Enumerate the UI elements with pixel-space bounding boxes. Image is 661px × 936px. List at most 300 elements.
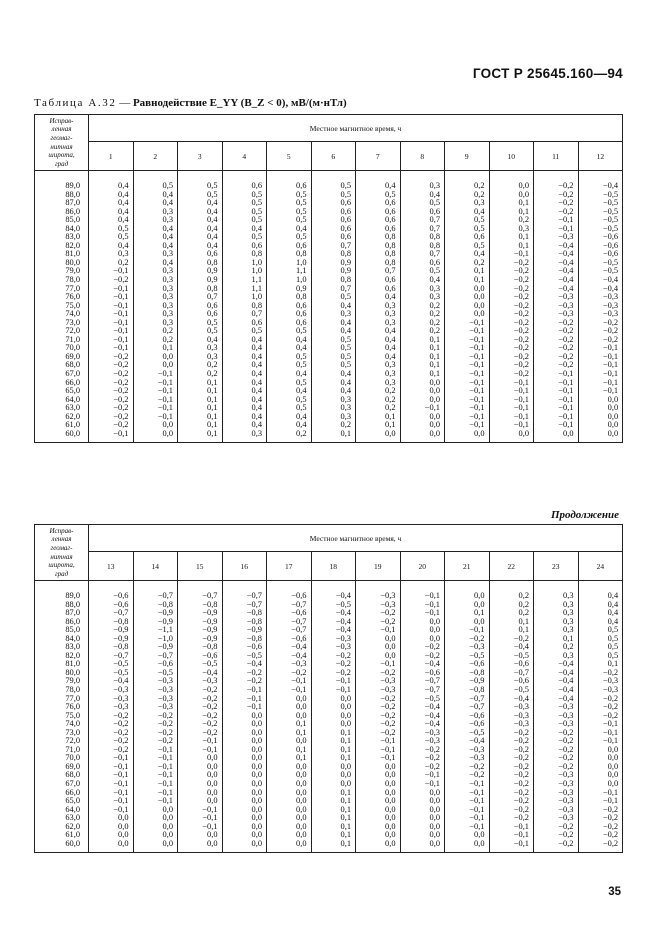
latitude-cell: 86,0 — [35, 208, 89, 217]
value-cell: −0,2 — [489, 729, 534, 738]
value-cell: −0,9 — [133, 609, 178, 618]
latitude-cell: 80,0 — [35, 669, 89, 678]
value-cell: −0,2 — [534, 199, 579, 208]
value-cell: −0,1 — [578, 789, 623, 798]
value-cell: −0,2 — [445, 763, 490, 772]
value-cell: 0,0 — [578, 771, 623, 780]
hour-header-13: 13 — [89, 552, 134, 581]
value-cell: 0,2 — [89, 259, 134, 268]
value-cell: −0,4 — [578, 276, 623, 285]
value-cell: −0,2 — [534, 208, 579, 217]
value-cell: −0,3 — [89, 695, 134, 704]
value-cell: −0,3 — [133, 695, 178, 704]
value-cell: −0,2 — [534, 831, 579, 840]
value-cell: −0,1 — [222, 695, 267, 704]
value-cell: 0,4 — [356, 344, 401, 353]
value-cell: −0,8 — [445, 669, 490, 678]
latitude-cell: 82,0 — [35, 652, 89, 661]
value-cell: 0,4 — [222, 396, 267, 405]
value-cell: −0,3 — [356, 686, 401, 695]
value-cell: 0,8 — [356, 250, 401, 259]
value-cell: −0,2 — [356, 703, 401, 712]
value-cell: −0,1 — [578, 729, 623, 738]
value-cell: 0,4 — [89, 216, 134, 225]
value-cell: 0,0 — [222, 737, 267, 746]
value-cell: 0,4 — [311, 370, 356, 379]
value-cell: 0,1 — [311, 806, 356, 815]
value-cell: 0,5 — [267, 361, 312, 370]
hour-header-8: 8 — [400, 142, 445, 171]
value-cell: −0,1 — [578, 353, 623, 362]
value-cell: −0,3 — [534, 814, 579, 823]
latitude-cell: 79,0 — [35, 267, 89, 276]
value-cell: 0,2 — [311, 421, 356, 430]
value-cell: −0,2 — [578, 712, 623, 721]
table-title-text: Равнодействие E_YY (B_Z < 0), мВ/(м·нТл) — [132, 97, 347, 109]
value-cell: −0,5 — [578, 208, 623, 217]
value-cell: 0,2 — [445, 191, 490, 200]
value-cell: 0,6 — [311, 199, 356, 208]
value-cell: 0,2 — [133, 336, 178, 345]
value-cell: −0,1 — [178, 737, 223, 746]
value-cell: 0,0 — [267, 695, 312, 704]
latitude-cell: 72,0 — [35, 327, 89, 336]
value-cell: −0,4 — [311, 581, 356, 601]
value-cell: −0,6 — [267, 635, 312, 644]
value-cell: 0,0 — [178, 754, 223, 763]
hour-header-5: 5 — [267, 142, 312, 171]
value-cell: −0,3 — [89, 703, 134, 712]
latitude-cell: 83,0 — [35, 643, 89, 652]
value-cell: −0,2 — [89, 421, 134, 430]
value-cell: −0,2 — [311, 660, 356, 669]
value-cell: −0,5 — [400, 695, 445, 704]
value-cell: 1,1 — [222, 276, 267, 285]
value-cell: −0,3 — [534, 780, 579, 789]
value-cell: 0,0 — [445, 840, 490, 853]
value-cell: 0,7 — [222, 310, 267, 319]
hour-header-19: 19 — [356, 552, 401, 581]
value-cell: 0,4 — [356, 336, 401, 345]
value-cell: 0,3 — [133, 319, 178, 328]
value-cell: −0,6 — [400, 669, 445, 678]
latitude-cell: 88,0 — [35, 191, 89, 200]
value-cell: 0,0 — [578, 754, 623, 763]
value-cell: 0,0 — [356, 635, 401, 644]
value-cell: −0,4 — [534, 695, 579, 704]
value-cell: 0,3 — [222, 430, 267, 443]
value-cell: −0,1 — [400, 609, 445, 618]
value-cell: 0,4 — [356, 171, 401, 191]
value-cell: −0,4 — [534, 250, 579, 259]
value-cell: −0,1 — [489, 421, 534, 430]
value-cell: −1,1 — [133, 626, 178, 635]
value-cell: 0,1 — [489, 242, 534, 251]
value-cell: −0,4 — [267, 652, 312, 661]
value-cell: −0,5 — [578, 259, 623, 268]
value-cell: −0,3 — [489, 703, 534, 712]
latitude-cell: 89,0 — [35, 171, 89, 191]
latitude-cell: 80,0 — [35, 259, 89, 268]
value-cell: −0,4 — [267, 643, 312, 652]
latitude-cell: 66,0 — [35, 789, 89, 798]
value-cell: 0,3 — [356, 361, 401, 370]
value-cell: 0,0 — [267, 806, 312, 815]
value-cell: 0,0 — [356, 643, 401, 652]
value-cell: −0,2 — [489, 336, 534, 345]
table-title-dash: — — [119, 97, 131, 109]
value-cell: 0,4 — [133, 191, 178, 200]
value-cell: −0,2 — [489, 797, 534, 806]
value-cell: −0,4 — [400, 703, 445, 712]
value-cell: 0,8 — [178, 259, 223, 268]
value-cell: −0,3 — [534, 712, 579, 721]
value-cell: −0,7 — [178, 581, 223, 601]
value-cell: 1,0 — [267, 276, 312, 285]
value-cell: −0,2 — [489, 310, 534, 319]
value-cell: 0,0 — [222, 823, 267, 832]
value-cell: 0,4 — [178, 233, 223, 242]
value-cell: −0,1 — [489, 413, 534, 422]
value-cell: −0,2 — [89, 396, 134, 405]
value-cell: −0,1 — [89, 754, 134, 763]
value-cell: −0,1 — [311, 686, 356, 695]
value-cell: 0,5 — [445, 225, 490, 234]
value-cell: 0,6 — [400, 208, 445, 217]
value-cell: 0,4 — [222, 344, 267, 353]
value-cell: −0,3 — [534, 293, 579, 302]
value-cell: −0,2 — [400, 652, 445, 661]
value-cell: −0,2 — [489, 746, 534, 755]
hour-header-6: 6 — [311, 142, 356, 171]
value-cell: −0,1 — [489, 840, 534, 853]
value-cell: −0,1 — [578, 379, 623, 388]
value-cell: 0,3 — [133, 267, 178, 276]
value-cell: 0,0 — [222, 831, 267, 840]
value-cell: 0,0 — [445, 581, 490, 601]
value-cell: −0,1 — [534, 404, 579, 413]
value-cell: −0,2 — [489, 259, 534, 268]
value-cell: −0,2 — [356, 609, 401, 618]
value-cell: −0,9 — [178, 626, 223, 635]
value-cell: −0,3 — [534, 310, 579, 319]
value-cell: 0,3 — [133, 302, 178, 311]
value-cell: 0,1 — [311, 797, 356, 806]
value-cell: 0,4 — [89, 191, 134, 200]
hour-header-11: 11 — [534, 142, 579, 171]
value-cell: −0,9 — [222, 626, 267, 635]
latitude-cell: 63,0 — [35, 814, 89, 823]
value-cell: 0,1 — [534, 635, 579, 644]
value-cell: 0,0 — [356, 652, 401, 661]
value-cell: −0,1 — [133, 404, 178, 413]
value-cell: −0,1 — [578, 361, 623, 370]
value-cell: 0,0 — [267, 712, 312, 721]
value-cell: 0,0 — [445, 618, 490, 627]
value-cell: 0,5 — [222, 208, 267, 217]
value-cell: −0,1 — [178, 806, 223, 815]
value-cell: 0,0 — [445, 285, 490, 294]
value-cell: −0,1 — [133, 754, 178, 763]
value-cell: 0,0 — [356, 831, 401, 840]
table-label: Таблица А.32 — [34, 97, 117, 109]
value-cell: 0,9 — [178, 276, 223, 285]
value-cell: −0,1 — [445, 396, 490, 405]
value-cell: −0,1 — [356, 746, 401, 755]
value-cell: −0,2 — [489, 344, 534, 353]
value-cell: −0,2 — [578, 823, 623, 832]
value-cell: 0,0 — [89, 814, 134, 823]
latitude-cell: 60,0 — [35, 840, 89, 853]
value-cell: 0,0 — [311, 720, 356, 729]
value-cell: 0,1 — [578, 660, 623, 669]
value-cell: −0,6 — [89, 581, 134, 601]
value-cell: 0,1 — [356, 421, 401, 430]
value-cell: 0,1 — [311, 814, 356, 823]
value-cell: −0,1 — [356, 626, 401, 635]
latitude-cell: 65,0 — [35, 797, 89, 806]
value-cell: 0,4 — [267, 413, 312, 422]
value-cell: −0,6 — [267, 609, 312, 618]
value-cell: −0,2 — [89, 276, 134, 285]
value-cell: −0,8 — [89, 643, 134, 652]
value-cell: −0,3 — [400, 737, 445, 746]
value-cell: −0,2 — [534, 171, 579, 191]
value-cell: −0,2 — [578, 695, 623, 704]
value-cell: 0,0 — [267, 703, 312, 712]
value-cell: 0,9 — [311, 267, 356, 276]
latitude-cell: 83,0 — [35, 233, 89, 242]
value-cell: 0,0 — [267, 797, 312, 806]
latitude-cell: 64,0 — [35, 396, 89, 405]
value-cell: −0,6 — [133, 660, 178, 669]
value-cell: 0,4 — [222, 387, 267, 396]
value-cell: −0,1 — [89, 267, 134, 276]
value-cell: −0,1 — [489, 387, 534, 396]
hour-header-23: 23 — [534, 552, 579, 581]
value-cell: −0,6 — [578, 250, 623, 259]
value-cell: 0,5 — [400, 267, 445, 276]
value-cell: −0,7 — [400, 686, 445, 695]
value-cell: 0,4 — [578, 601, 623, 610]
value-cell: −0,2 — [356, 712, 401, 721]
value-cell: −0,6 — [222, 643, 267, 652]
value-cell: 0,1 — [400, 336, 445, 345]
value-cell: 0,7 — [178, 293, 223, 302]
hour-header-9: 9 — [445, 142, 490, 171]
value-cell: 0,4 — [311, 319, 356, 328]
value-cell: −0,9 — [133, 643, 178, 652]
value-cell: 0,0 — [356, 430, 401, 443]
value-cell: 0,7 — [400, 216, 445, 225]
value-cell: 0,4 — [311, 327, 356, 336]
value-cell: −0,4 — [489, 695, 534, 704]
hour-header-15: 15 — [178, 552, 223, 581]
value-cell: 0,4 — [222, 379, 267, 388]
value-cell: 0,0 — [267, 789, 312, 798]
value-cell: 0,4 — [89, 208, 134, 217]
value-cell: 0,0 — [400, 396, 445, 405]
value-cell: 0,6 — [222, 171, 267, 191]
value-cell: 0,0 — [133, 353, 178, 362]
value-cell: −0,2 — [89, 720, 134, 729]
table-row — [35, 171, 623, 191]
value-cell: 0,0 — [267, 763, 312, 772]
value-cell: −0,1 — [445, 421, 490, 430]
value-cell: 0,0 — [489, 430, 534, 443]
value-cell: 0,5 — [267, 199, 312, 208]
value-cell: −0,1 — [445, 823, 490, 832]
value-cell: 0,1 — [356, 413, 401, 422]
value-cell: −0,3 — [578, 310, 623, 319]
latitude-cell: 71,0 — [35, 336, 89, 345]
value-cell: 0,0 — [400, 379, 445, 388]
value-cell: 0,0 — [133, 814, 178, 823]
value-cell: 0,4 — [222, 421, 267, 430]
value-cell: −0,7 — [133, 581, 178, 601]
value-cell: 0,8 — [267, 293, 312, 302]
value-cell: 0,4 — [267, 336, 312, 345]
value-cell: −0,1 — [400, 404, 445, 413]
value-cell: −0,1 — [133, 746, 178, 755]
latitude-cell: 87,0 — [35, 199, 89, 208]
value-cell: −0,2 — [534, 763, 579, 772]
value-cell: 0,0 — [445, 310, 490, 319]
value-cell: 0,0 — [178, 797, 223, 806]
value-cell: 0,3 — [400, 285, 445, 294]
value-cell: −0,1 — [534, 413, 579, 422]
hour-header-14: 14 — [133, 552, 178, 581]
value-cell: 0,5 — [222, 191, 267, 200]
value-cell: 0,8 — [356, 259, 401, 268]
value-cell: −0,4 — [311, 609, 356, 618]
value-cell: 0,6 — [311, 208, 356, 217]
value-cell: −0,2 — [89, 413, 134, 422]
value-cell: 0,1 — [178, 379, 223, 388]
value-cell: −0,2 — [178, 720, 223, 729]
value-cell: −0,7 — [89, 609, 134, 618]
value-cell: −0,8 — [89, 618, 134, 627]
value-cell: −0,2 — [534, 327, 579, 336]
value-cell: 0,9 — [267, 285, 312, 294]
hour-header-2: 2 — [133, 142, 178, 171]
value-cell: 0,0 — [400, 626, 445, 635]
value-cell: −0,2 — [489, 353, 534, 362]
value-cell: 0,0 — [400, 618, 445, 627]
value-cell: −0,1 — [445, 327, 490, 336]
value-cell: −0,1 — [89, 344, 134, 353]
value-cell: −0,2 — [133, 729, 178, 738]
value-cell: 0,3 — [534, 609, 579, 618]
value-cell: 0,0 — [400, 814, 445, 823]
value-cell: −0,2 — [578, 806, 623, 815]
value-cell: 0,4 — [267, 344, 312, 353]
value-cell: −0,3 — [356, 581, 401, 601]
latitude-cell: 65,0 — [35, 387, 89, 396]
value-cell: −0,3 — [534, 703, 579, 712]
value-cell: −0,4 — [578, 285, 623, 294]
value-cell: −0,7 — [445, 695, 490, 704]
value-cell: −0,2 — [400, 763, 445, 772]
value-cell: 0,3 — [356, 379, 401, 388]
value-cell: 0,4 — [89, 171, 134, 191]
value-cell: −0,4 — [534, 669, 579, 678]
hour-header-4: 4 — [222, 142, 267, 171]
value-cell: 0,2 — [133, 327, 178, 336]
value-cell: −0,2 — [578, 703, 623, 712]
value-cell: 0,1 — [489, 626, 534, 635]
value-cell: 0,0 — [356, 763, 401, 772]
hour-header-3: 3 — [178, 142, 223, 171]
value-cell: 0,4 — [311, 379, 356, 388]
value-cell: −0,2 — [534, 361, 579, 370]
value-cell: 0,6 — [356, 225, 401, 234]
value-cell: 0,3 — [356, 319, 401, 328]
value-cell: −0,3 — [578, 686, 623, 695]
value-cell: −0,7 — [133, 652, 178, 661]
continuation-label: Продолжение — [550, 509, 619, 521]
value-cell: 0,8 — [222, 250, 267, 259]
value-cell: 0,3 — [534, 626, 579, 635]
value-cell: −0,9 — [178, 618, 223, 627]
value-cell: 0,5 — [311, 344, 356, 353]
value-cell: 0,1 — [311, 737, 356, 746]
value-cell: −0,1 — [89, 789, 134, 798]
value-cell: −0,2 — [356, 669, 401, 678]
value-cell: −0,5 — [578, 199, 623, 208]
value-cell: −0,4 — [534, 660, 579, 669]
value-cell: −0,2 — [578, 831, 623, 840]
value-cell: 0,1 — [489, 233, 534, 242]
value-cell: 0,0 — [267, 831, 312, 840]
value-cell: −0,2 — [534, 353, 579, 362]
value-cell: −0,1 — [133, 789, 178, 798]
value-cell: −0,1 — [133, 413, 178, 422]
value-cell: −0,1 — [400, 771, 445, 780]
value-cell: 0,0 — [133, 421, 178, 430]
latitude-cell: 67,0 — [35, 370, 89, 379]
value-cell: −0,2 — [489, 763, 534, 772]
value-cell: 0,1 — [489, 199, 534, 208]
value-cell: −0,2 — [534, 754, 579, 763]
latitude-cell: 81,0 — [35, 250, 89, 259]
value-cell: 0,0 — [222, 754, 267, 763]
value-cell: 0,0 — [400, 806, 445, 815]
value-cell: −0,2 — [489, 327, 534, 336]
value-cell: −0,1 — [445, 370, 490, 379]
value-cell: −0,4 — [534, 267, 579, 276]
value-cell: 0,5 — [133, 171, 178, 191]
value-cell: −0,1 — [578, 737, 623, 746]
value-cell: 0,6 — [267, 171, 312, 191]
value-cell: 0,2 — [400, 310, 445, 319]
value-cell: 0,5 — [311, 336, 356, 345]
value-cell: 0,5 — [267, 191, 312, 200]
value-cell: −0,2 — [578, 669, 623, 678]
value-cell: 0,0 — [222, 814, 267, 823]
value-cell: −0,2 — [534, 344, 579, 353]
value-cell: 0,4 — [222, 353, 267, 362]
value-cell: 0,1 — [178, 421, 223, 430]
value-cell: −0,3 — [534, 789, 579, 798]
value-cell: 0,6 — [356, 276, 401, 285]
value-cell: −0,1 — [222, 686, 267, 695]
value-cell: −0,2 — [89, 746, 134, 755]
value-cell: 0,0 — [356, 814, 401, 823]
value-cell: −0,7 — [222, 601, 267, 610]
value-cell: 0,2 — [267, 430, 312, 443]
value-cell: 0,0 — [578, 780, 623, 789]
